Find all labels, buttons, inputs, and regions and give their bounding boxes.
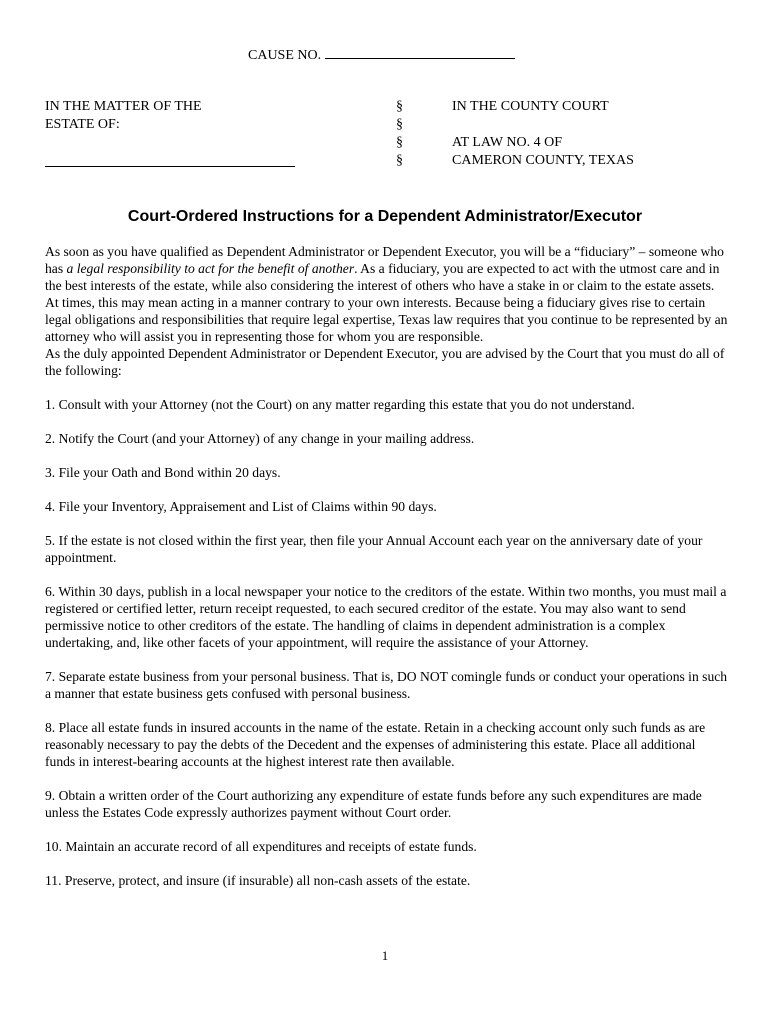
cause-number-blank (325, 58, 515, 59)
estate-name-blank (45, 166, 295, 167)
intro-text-cont: . As a fiduciary, you are expected to act with the utmost care and in the best interests of the estate, while also considering the interest of others who have a stake in or claim to the estate assets. At times, this may mean acting in a manner contrary to your own interests. Because being a fiduciary gives rise to certain legal obligations and responsibilities that require legal expertise, Texas law requires that you continue to be represented by an attorney who will assist you in representing those for whom you are responsible. (45, 261, 728, 344)
caption-right-line: CAMERON COUNTY, TEXAS (452, 153, 634, 168)
instruction-item: 8. Place all estate funds in insured accounts in the name of the estate. Retain in a checking account only such funds as are reasonably necessary to pay the debts of the Decedent and the expenses of administering this estate. Place all additional funds in interest-bearing accounts at the highest interest rate then available. (45, 720, 706, 769)
instruction-item: 11. Preserve, protect, and insure (if insurable) all non-cash assets of the estate. (45, 873, 471, 888)
caption-right-line (452, 116, 634, 134)
section-mark: § (396, 153, 403, 168)
caption-right-line: IN THE COUNTY COURT (452, 99, 609, 114)
caption-left-line: ESTATE OF: (45, 117, 120, 132)
section-mark: § (396, 117, 403, 132)
instruction-item: 3. File your Oath and Bond within 20 days. (45, 465, 281, 480)
page-number: 1 (381, 948, 389, 963)
document-body (45, 243, 728, 889)
instruction-item: 2. Notify the Court (and your Attorney) of any change in your mailing address. (45, 431, 475, 446)
instruction-item: 9. Obtain a written order of the Court authorizing any expenditure of estate funds before any such expenditures are made unless the Estates Code expressly authorizes payment without Court order. (45, 788, 702, 820)
intro-paragraph (45, 243, 728, 345)
intro-text: As soon as you have qualified as Dependent Administrator or Dependent Executor, you will be a “fiduciary” – someone who has (45, 244, 724, 276)
caption-section-marks (396, 98, 403, 170)
section-mark: § (396, 99, 403, 114)
caption-left (45, 98, 202, 134)
instruction-item: 4. File your Inventory, Appraisement and List of Claims within 90 days. (45, 499, 437, 514)
caption-right-line: AT LAW NO. 4 OF (452, 135, 562, 150)
cause-number (248, 47, 515, 64)
instruction-item: 7. Separate estate business from your personal business. That is, DO NOT comingle funds or conduct your operations in such a manner that estate business gets confused with personal business. (45, 669, 728, 701)
document-title: Court-Ordered Instructions for a Dependent Administrator/Executor (127, 208, 643, 225)
instruction-item: 6. Within 30 days, publish in a local newspaper your notice to the creditors of the estate. Within two months, you must mail a registered or certified letter, return receipt requested, to each secured creditor of the estate. You may also want to send permissive notice to other creditors of the estate. The handling of claims in dependent administration is a complex undertaking, and, like other facets of your appointment, will require the assistance of your Attorney. (45, 584, 727, 650)
intro-italic-text: a legal responsibility to act for the benefit of another (66, 261, 355, 276)
instruction-item: 1. Consult with your Attorney (not the Court) on any matter regarding this estate that you do not understand. (45, 397, 635, 412)
instruction-item: 10. Maintain an accurate record of all expenditures and receipts of estate funds. (45, 839, 477, 854)
cause-label: CAUSE NO. (248, 48, 322, 63)
intro-paragraph-2: As the duly appointed Dependent Administrator or Dependent Executor, you are advised by the Court that you must do all of the following: (45, 346, 725, 378)
caption-right (452, 98, 634, 170)
instruction-item: 5. If the estate is not closed within the first year, then file your Annual Account each year on the anniversary date of your appointment. (45, 533, 703, 565)
section-mark: § (396, 135, 403, 150)
caption-left-line: IN THE MATTER OF THE (45, 99, 202, 114)
